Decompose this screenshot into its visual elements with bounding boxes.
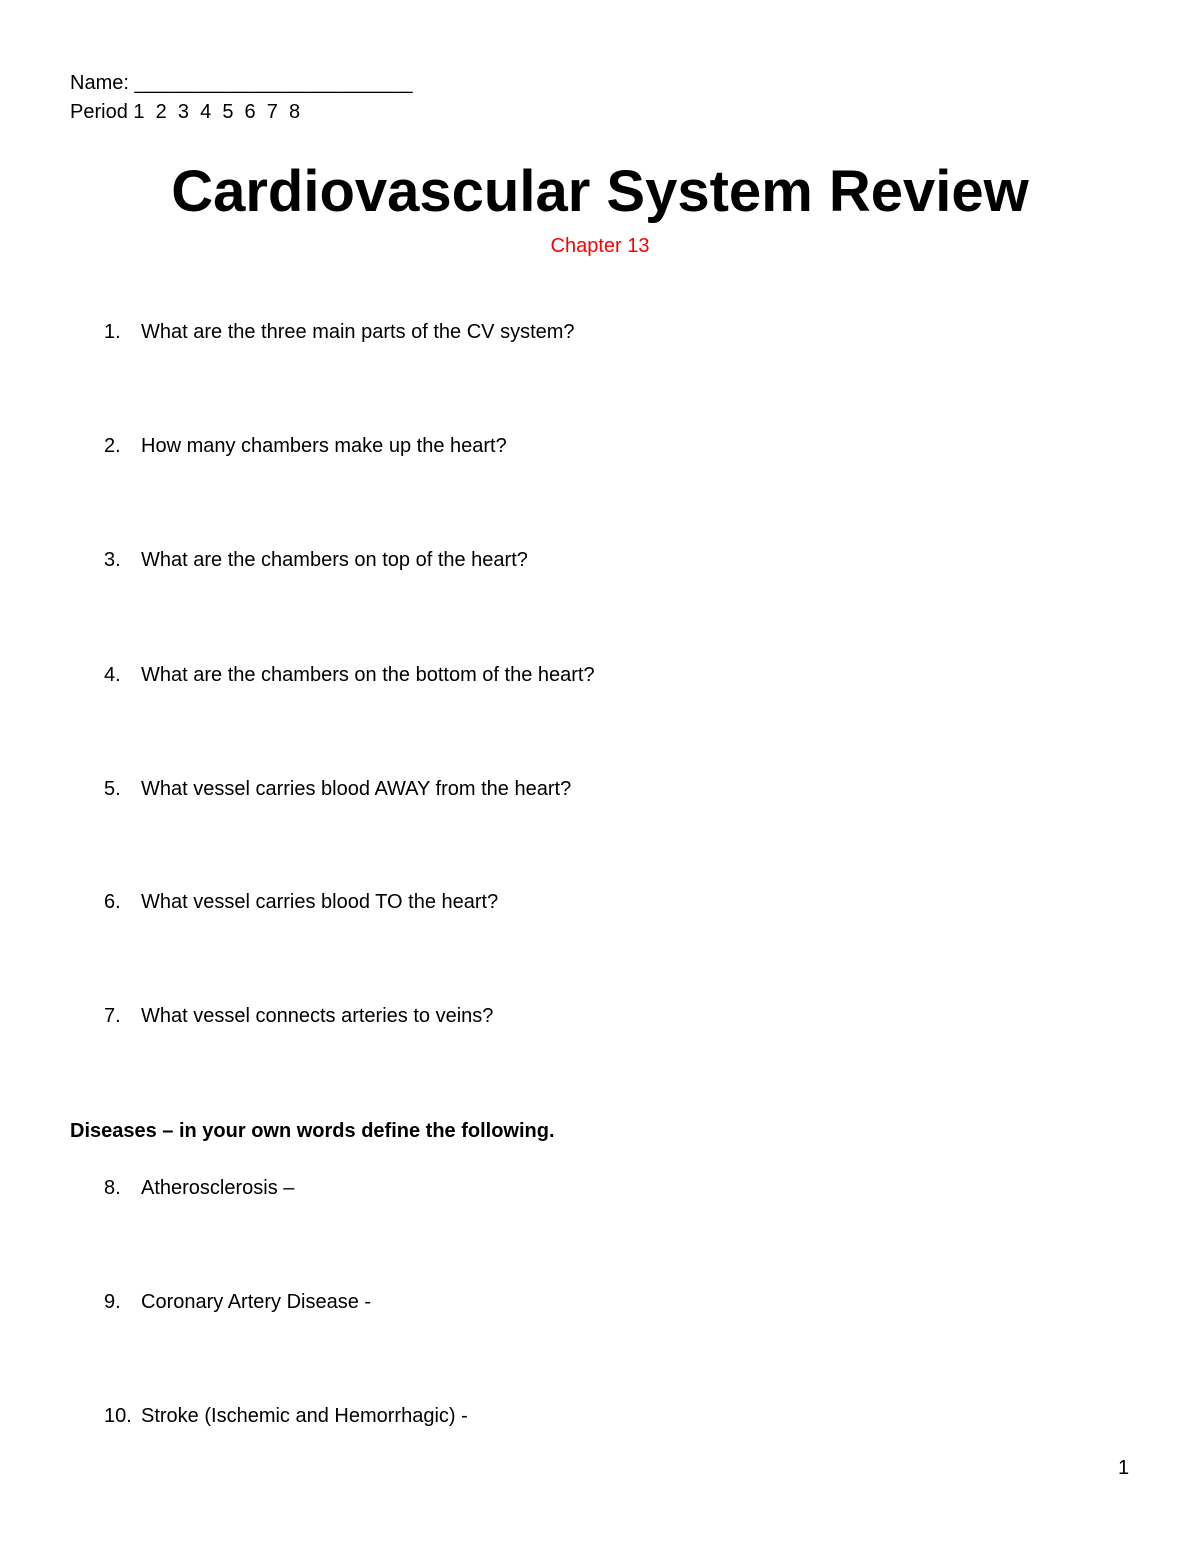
period-line: Period 1 2 3 4 5 6 7 8 <box>70 101 301 123</box>
question-text: What vessel carries blood TO the heart? <box>141 891 499 913</box>
question-text: What are the three main parts of the CV system? <box>141 321 575 343</box>
question-text: What are the chambers on top of the heart? <box>141 549 528 571</box>
question-number: 2. <box>104 435 121 457</box>
question-text: Atherosclerosis – <box>141 1177 295 1199</box>
question-text: Stroke (Ischemic and Hemorrhagic) - <box>141 1405 468 1427</box>
question-number: 6. <box>104 891 121 913</box>
question-text: How many chambers make up the heart? <box>141 435 507 457</box>
question-number: 10. <box>104 1405 132 1427</box>
question-text: What vessel connects arteries to veins? <box>141 1005 494 1027</box>
question-number: 7. <box>104 1005 121 1027</box>
question-number: 9. <box>104 1291 121 1313</box>
question-text: What vessel carries blood AWAY from the heart? <box>141 778 572 800</box>
chapter-subtitle: Chapter 13 <box>550 235 650 257</box>
question-text: Coronary Artery Disease - <box>141 1291 372 1313</box>
question-number: 4. <box>104 664 121 686</box>
question-text: What are the chambers on the bottom of the heart? <box>141 664 595 686</box>
page-title: Cardiovascular System Review <box>171 159 1029 224</box>
question-number: 8. <box>104 1177 121 1199</box>
page-number: 1 <box>1118 1457 1130 1479</box>
question-number: 5. <box>104 778 121 800</box>
diseases-heading: Diseases – in your own words define the following. <box>70 1120 555 1142</box>
question-number: 3. <box>104 549 121 571</box>
name-line: Name: _________________________ <box>70 72 413 94</box>
question-number: 1. <box>104 321 121 343</box>
